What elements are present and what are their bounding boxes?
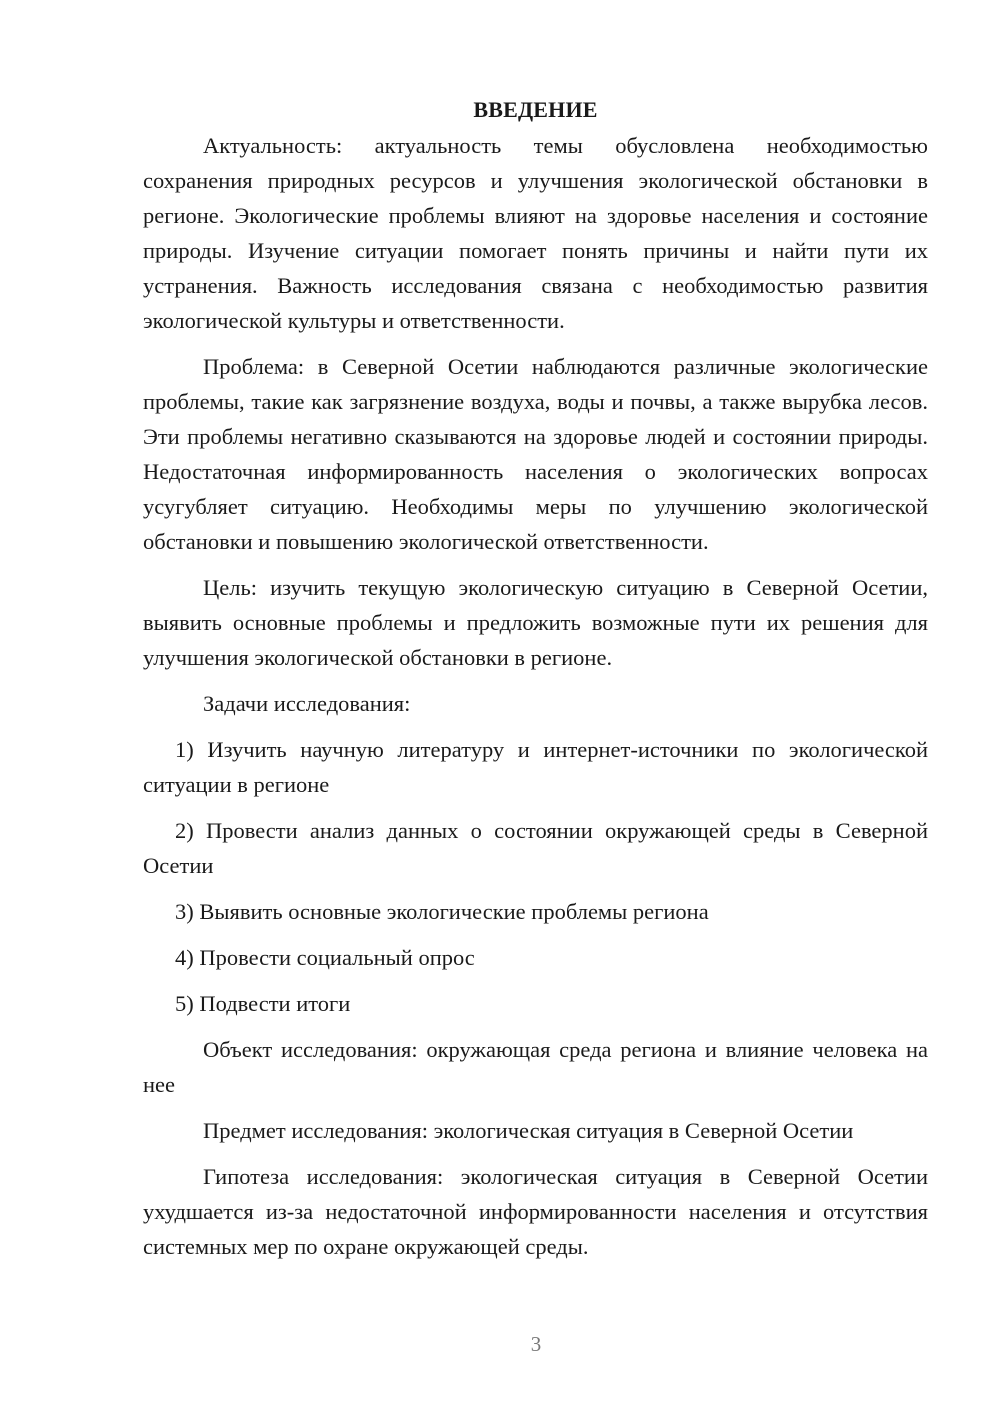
problem-paragraph: Проблема: в Северной Осетии наблюдаются различные экологические проблемы, такие как загрязнение воздуха, воды и почвы, а также вырубка лесов. Эти проблемы негативно сказываются на здоровье людей и состоянии природы. Недостаточная информированность населения о экологических вопросах усугубляет ситуацию. Необходимы меры по улучшению экологической обстановки и повышению экологической ответственности. <box>143 354 928 554</box>
list-item: 1) Изучить научную литературу и интернет-источники по экологической ситуации в регионе <box>143 737 928 797</box>
list-item: 3) Выявить основные экологические проблемы региона <box>175 899 709 924</box>
tasks-heading: Задачи исследования: <box>203 691 411 716</box>
document-page <box>143 92 928 1275</box>
tasks-list <box>143 732 928 1021</box>
object-paragraph: Объект исследования: окружающая среда региона и влияние человека на нее <box>143 1037 928 1097</box>
list-item: 5) Подвести итоги <box>175 991 351 1016</box>
goal-paragraph: Цель: изучить текущую экологическую ситуацию в Северной Осетии, выявить основные проблемы и предложить возможные пути их решения для улучшения экологической обстановки в регионе. <box>143 575 928 670</box>
hypothesis-paragraph: Гипотеза исследования: экологическая ситуация в Северной Осетии ухудшается из-за недостаточной информированности населения и отсутствия системных мер по охране окружающей среды. <box>143 1164 928 1259</box>
subject-paragraph: Предмет исследования: экологическая ситуация в Северной Осетии <box>203 1118 854 1143</box>
relevance-paragraph: Актуальность: актуальность темы обусловлена необходимостью сохранения природных ресурсов и улучшения экологической обстановки в регионе. Экологические проблемы влияют на здоровье населения и состояние природы. Изучение ситуации помогает понять причины и найти пути их устранения. Важность исследования связана с необходимостью развития экологической культуры и ответственности. <box>143 133 928 333</box>
page-number: 3 <box>530 1332 542 1356</box>
list-item: 4) Провести социальный опрос <box>175 945 475 970</box>
list-item: 2) Провести анализ данных о состоянии окружающей среды в Северной Осетии <box>143 818 928 878</box>
document-title: ВВЕДЕНИЕ <box>473 97 598 122</box>
